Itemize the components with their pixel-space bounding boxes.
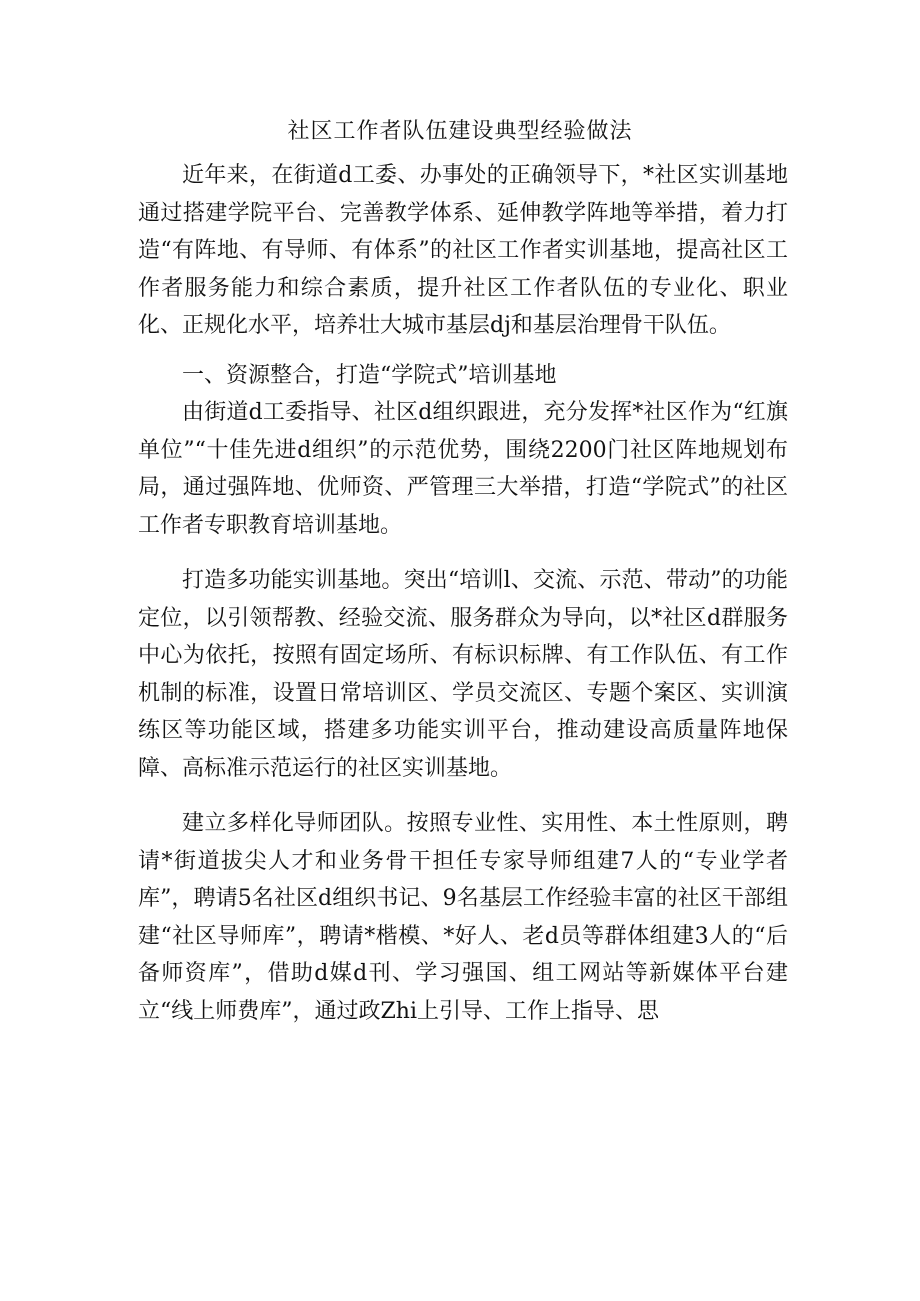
section-heading-1: 一、资源整合，打造“学院式”培训基地 bbox=[182, 362, 557, 388]
document-title: 社区工作者队伍建设典型经验做法 bbox=[287, 119, 633, 144]
paragraph-section-1: 由街道d工委指导、社区d组织跟进，充分发挥*社区作为“红旗单位”“十佳先进d组织”的示范优势，围绕2200门社区阵地规划布局，通过强阵地、优师资、严管理三大举措，打造“学院式”的社区工作者专职教育培训基地。 bbox=[138, 400, 788, 538]
document-body bbox=[138, 157, 788, 1030]
paragraph-intro: 近年来，在街道d工委、办事处的正确领导下，*社区实训基地通过搭建学院平台、完善教学体系、延伸教学阵地等举措，着力打造“有阵地、有导师、有体系”的社区工作者实训基地，提高社区工作者服务能力和综合素质，提升社区工作者队伍的专业化、职业化、正规化水平，培养壮大城市基层dj和基层治理骨干队伍。 bbox=[138, 163, 788, 338]
paragraph-training-base: 打造多功能实训基地。突出“培训l、交流、示范、带动”的功能定位，以引领帮教、经验交流、服务群众为导向，以*社区d群服务中心为依托，按照有固定场所、有标识标牌、有工作队伍、有工作机制的标准，设置日常培训区、学员交流区、专题个案区、实训演练区等功能区域，搭建多功能实训平台，推动建设高质量阵地保障、高标准示范运行的社区实训基地。 bbox=[138, 568, 788, 781]
paragraph-mentor-team: 建立多样化导师团队。按照专业性、实用性、本土性原则，聘请*街道拔尖人才和业务骨干担任专家导师组建7人的“专业学者库”，聘请5名社区d组织书记、9名基层工作经验丰富的社区干部组建“社区导师库”，聘请*楷模、*好人、老d员等群体组建3人的“后备师资库”，借助d媒d刊、学习强国、组工网站等新媒体平台建立“线上师费库”，通过政Zhi上引导、工作上指导、思 bbox=[138, 811, 788, 1024]
